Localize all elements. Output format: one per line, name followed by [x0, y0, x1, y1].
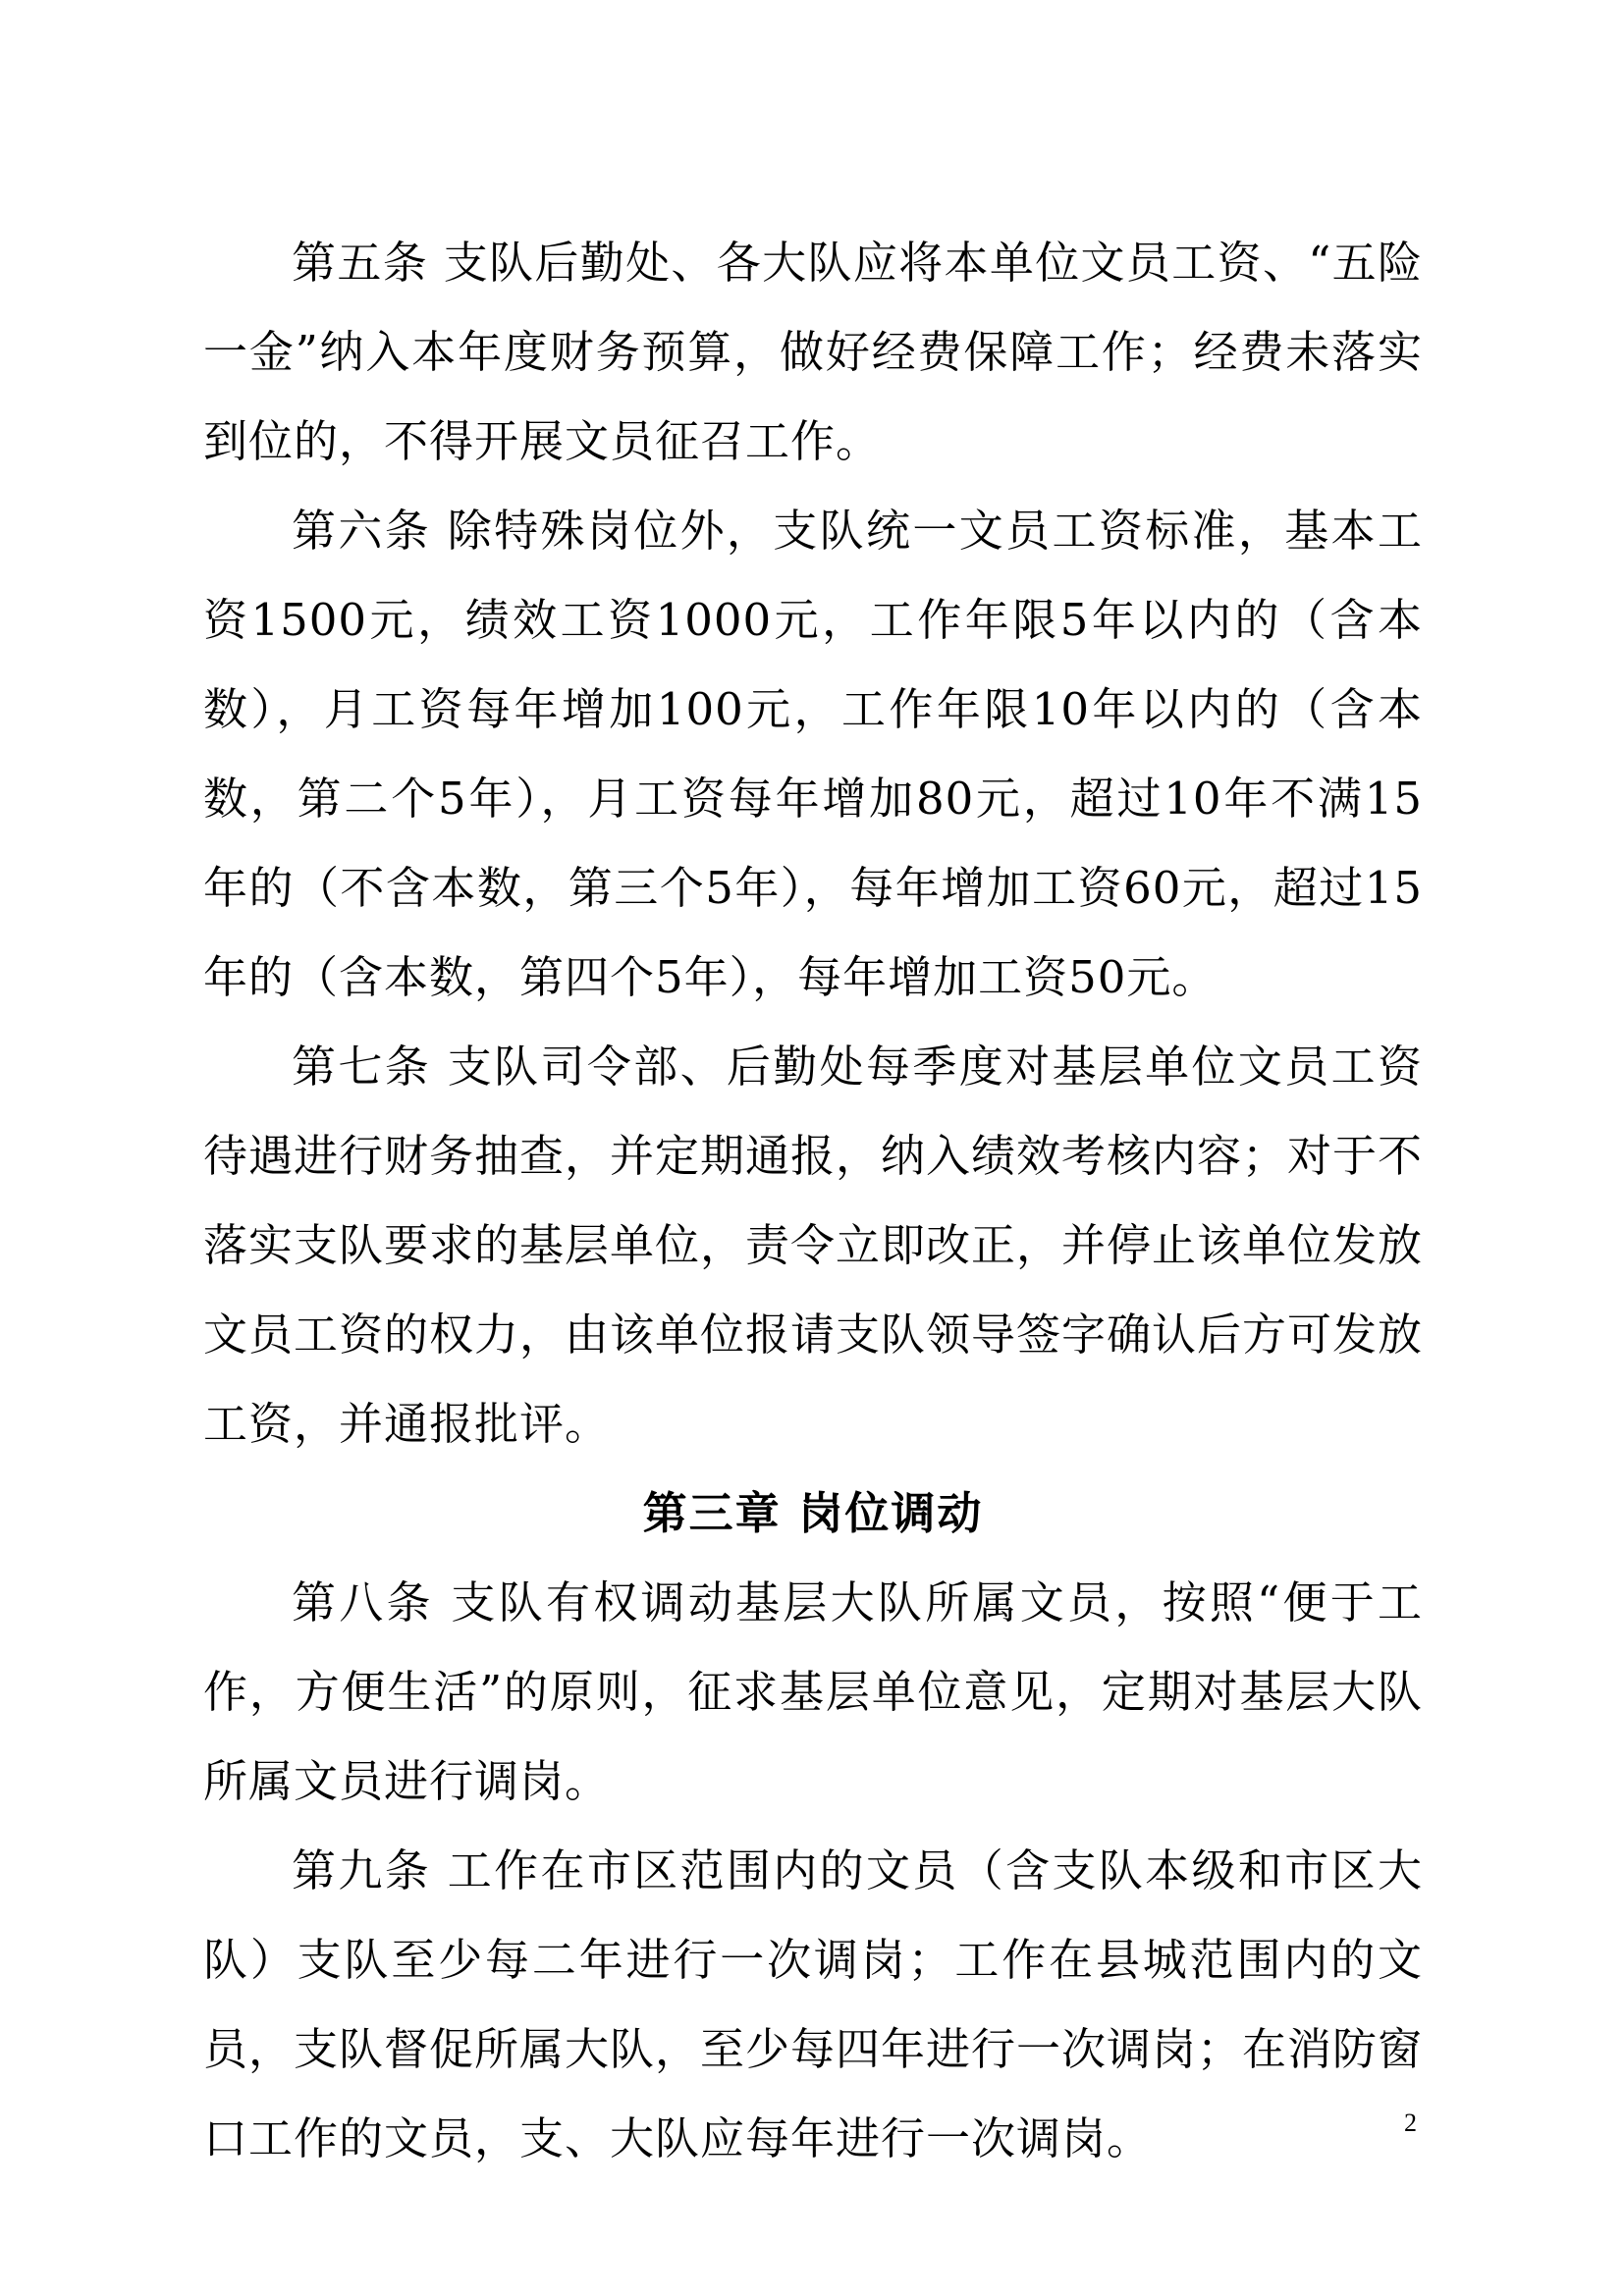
article-7-paragraph: 第七条 支队司令部、后勤处每季度对基层单位文员工资待遇进行财务抽查，并定期通报，纳入绩效考核内容；对于不落实支队要求的基层单位，责令立即改正，并停止该单位发放文员工资的权力，由该单位报请支队领导签字确认后方可发放工资，并通报批评。	[203, 1041, 1424, 1450]
chapter-3-heading: 第三章 岗位调动	[642, 1487, 984, 1539]
article-9-paragraph: 第九条 工作在市区范围内的文员（含支队本级和市区大队）支队至少每二年进行一次调岗；工作在县城范围内的文员，支队督促所属大队，至少每四年进行一次调岗；在消防窗口工作的文员，支、大队应每年进行一次调岗。	[203, 1844, 1424, 2164]
document-body	[203, 218, 1423, 2183]
article-6-paragraph: 第六条 除特殊岗位外，支队统一文员工资标准，基本工资1500元，绩效工资1000元，工作年限5年以内的（含本数），月工资每年增加100元，工作年限10年以内的（含本数，第二个5年），月工资每年增加80元，超过10年不满15年的（不含本数，第三个5年），每年增加工资60元，超过15年的（含本数，第四个5年），每年增加工资50元。	[203, 505, 1423, 1003]
page-number: 2	[1404, 2109, 1417, 2137]
article-8-paragraph: 第八条 支队有权调动基层大队所属文员，按照“便于工作，方便生活”的原则，征求基层单位意见，定期对基层大队所属文员进行调岗。	[203, 1576, 1423, 1807]
article-5-paragraph: 第五条 支队后勤处、各大队应将本单位文员工资、“五险一金”纳入本年度财务预算，做好经费保障工作；经费未落实到位的，不得开展文员征召工作。	[203, 237, 1423, 467]
